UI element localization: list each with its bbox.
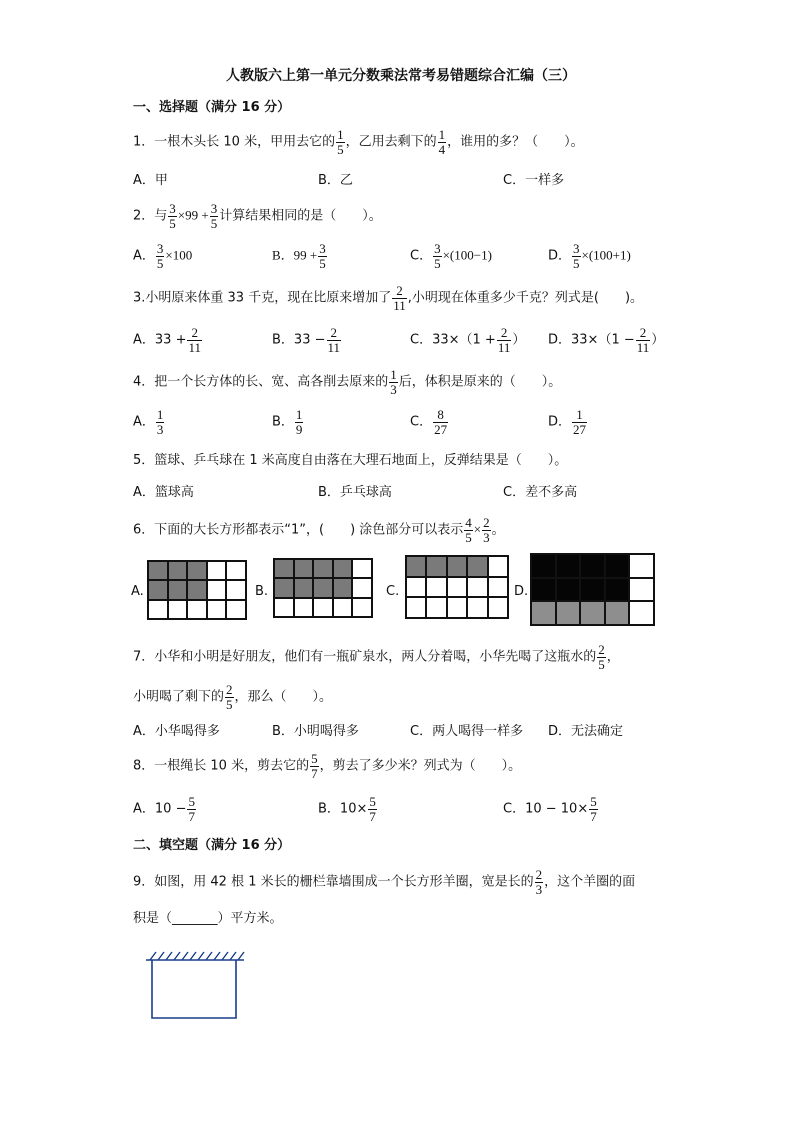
fraction: $\frac{2}{5}$ [598,642,605,672]
q7-option-a: A．小华喝得多 [133,724,220,739]
q2-option-d: D． $\frac{3}{5}$ ×(100+1) [548,241,631,271]
question-9: 9．如图，用 42 根 1 米长的栅栏靠墙围成一个长方形羊圈，宽是长的 $\frac{2}{3}$ ，这个羊圈的面 [133,867,636,897]
q1-option-b: B．乙 [318,173,353,188]
q6-figure-d [530,553,655,626]
q1-text: ，乙用去剩下的 [345,134,437,150]
question-7: 7．小华和小明是好朋友，他们有一瓶矿泉水，两人分着喝，小华先喝了这瓶水的 $\frac{2}{5}$ ， [133,642,620,672]
fraction: $\frac{1}{5}$ [337,127,344,157]
q2-option-b: B．99 + $\frac{3}{5}$ [272,241,326,271]
q4-option-d: D． $\frac{1}{27}$ [548,407,587,437]
q7-option-d: D．无法确定 [548,724,624,739]
q6-option-c-label: C. [386,584,400,599]
section-heading-choice: 一、选择题（满分 16 分） [133,100,291,115]
q6-option-d-label: D. [514,584,529,599]
fraction: $\frac{4}{5}$ [465,515,472,545]
fraction: $\frac{3}{5}$ [210,201,218,231]
question-8: 8．一根绳长 10 米，剪去它的 $\frac{5}{7}$ ，剪去了多少米？列式为（ ）。 [133,751,522,781]
sheep-pen-diagram [140,948,250,1022]
question-7-cont: 小明喝了剩下的 $\frac{2}{5}$ ，那么（ ）。 [133,682,333,712]
fraction: $\frac{2}{3}$ [535,867,543,897]
fraction: $\frac{2}{11}$ [393,283,406,313]
wall-line [146,952,244,960]
q8-option-b: B．10× $\frac{5}{7}$ [318,794,376,824]
section-heading-fill: 二、填空题（满分 16 分） [133,838,291,853]
q2-option-c: C． $\frac{3}{5}$ ×(100−1) [410,241,492,271]
fraction: $\frac{1}{3}$ [390,367,397,397]
q6-figure-a [147,560,247,620]
q2-option-a: A． $\frac{3}{5}$ ×100 [133,241,193,271]
question-9-cont: 积是（_______）平方米。 [133,911,283,926]
question-3: 3.小明原来体重 33 千克，现在比原来增加了 $\frac{2}{11}$ ,小明现在体重多少千克？列式是( )。 [133,283,644,313]
q3-option-a: A．33 + $\frac{2}{11}$ [133,325,201,355]
question-6: 6．下面的大长方形都表示“1”，( ) 涂色部分可以表示 $\frac{4}{5}$ × $\frac{2}{3}$ 。 [133,515,505,545]
q6-figure-c [405,555,509,619]
q7-option-b: B．小明喝得多 [272,724,359,739]
q6-option-a-label: A. [131,584,144,599]
q1-option-c: C．一样多 [503,173,565,188]
q8-option-c: C．10 − 10× $\frac{5}{7}$ [503,794,597,824]
question-2: 2．与 $\frac{3}{5}$ ×99 + $\frac{3}{5}$ 计算结果相同的是（ ）。 [133,201,382,231]
q1-text: ，谁用的多？（ ）。 [447,134,584,150]
fraction: $\frac{2}{3}$ [483,515,490,545]
q1-text: 1．一根木头长 10 米，甲用去它的 [133,134,336,150]
q4-option-a: A． $\frac{1}{3}$ [133,407,164,437]
page-title: 人教版六上第一单元分数乘法常考易错题综合汇编（三） [226,68,576,84]
fraction: $\frac{2}{5}$ [226,682,233,712]
q3-option-c: C．33×（1 + $\frac{2}{11}$ ） [410,325,526,355]
question-1 [133,128,584,156]
q4-option-b: B． $\frac{1}{9}$ [272,407,303,437]
fraction: $\frac{5}{7}$ [311,751,318,781]
fence-outline [152,960,236,1018]
fraction: $\frac{3}{5}$ [169,201,176,231]
q3-option-b: B．33 − $\frac{2}{11}$ [272,325,341,355]
q5-option-a: A．篮球高 [133,485,194,500]
q8-option-a: A．10 − $\frac{5}{7}$ [133,794,195,824]
q6-figure-b [273,558,373,618]
q5-option-c: C．差不多高 [503,485,578,500]
q1-option-a: A．甲 [133,173,168,188]
q7-option-c: C．两人喝得一样多 [410,724,524,739]
fraction: $\frac{1}{4}$ [438,127,446,157]
question-4: 4．把一个长方体的长、宽、高各削去原来的 $\frac{1}{3}$ 后，体积是原来的（ ）。 [133,367,562,397]
q5-option-b: B．乒乓球高 [318,485,392,500]
q6-option-b-label: B. [255,584,269,599]
q3-option-d: D．33×（1 − $\frac{2}{11}$ ） [548,325,665,355]
q4-option-c: C． $\frac{8}{27}$ [410,407,448,437]
question-5: 5．篮球、乒乓球在 1 米高度自由落在大理石地面上，反弹结果是（ ）。 [133,453,568,468]
